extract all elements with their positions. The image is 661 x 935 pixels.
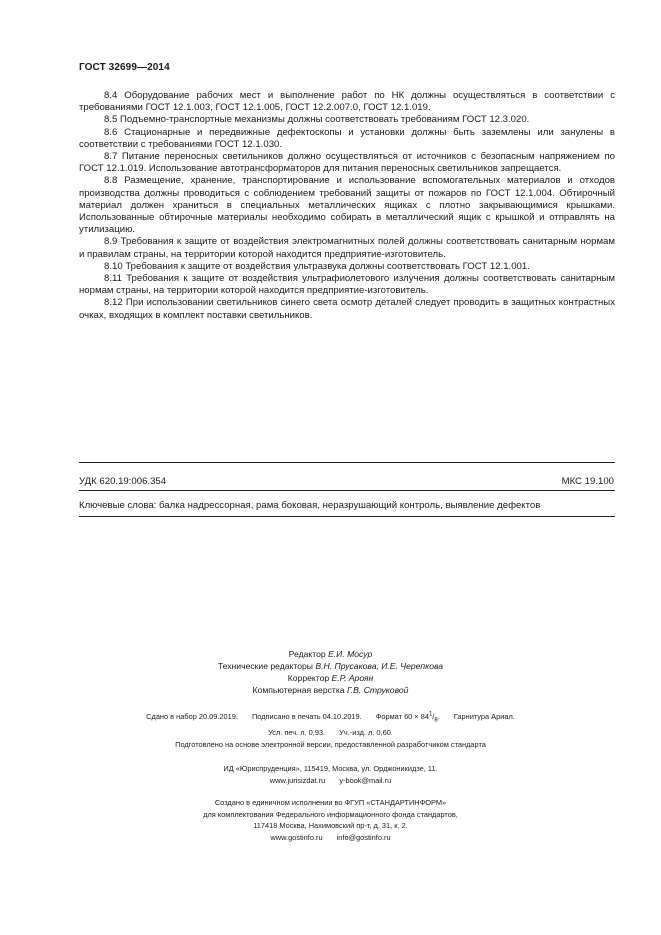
paragraph-8-10: 8.10 Требования к защите от воздействия ультразвука должны соответствовать ГОСТ 12.1.001. bbox=[104, 260, 530, 272]
udk-code: УДК 620.19:006.354 bbox=[79, 476, 167, 487]
credit-corrector: Корректор Е.Р. Ароян bbox=[287, 673, 374, 683]
keywords-line: Ключевые слова: балка надрессорная, рама боковая, неразрушающий контроль, выявление дефектов bbox=[79, 500, 541, 511]
credit-tech-editors: Технические редакторы В.Н. Прусакова, И.Е. Черепкова bbox=[217, 661, 444, 671]
footer-top-rule bbox=[79, 462, 615, 463]
credits-block bbox=[0, 648, 661, 696]
credit-editor: Редактор Е.И. Мосур bbox=[288, 649, 373, 659]
publication-dates-row: Сдано в набор 20.09.2019. Подписано в печать 04.10.2019. Формат $60 \times 84^1/_8$. Гарнитура Ариал. bbox=[146, 712, 515, 724]
credit-layout: Компьютерная верстка Г.В. Струковой bbox=[252, 685, 409, 695]
publication-sheets-row: Усл. печ. л. 0,93. Уч.-изд. л. 0,60. bbox=[268, 728, 393, 738]
section-8-body bbox=[79, 90, 615, 322]
gostinfo-email-link[interactable]: info@gostinfo.ru bbox=[336, 832, 391, 842]
paragraph-8-6: 8.6 Стационарные и передвижные дефектоскопы и установки должны быть заземлены или занулены в соответствии с требованиями ГОСТ 12.1.030. bbox=[79, 126, 615, 150]
paragraph-8-7: 8.7 Питание переносных светильников должно осуществляться от источников с безопасным напряжением по ГОСТ 12.1.019. Использование автотрансформаторов для питания переносных светильников запрещается. bbox=[79, 151, 615, 175]
publication-details bbox=[0, 710, 661, 739]
footer-middle-rule bbox=[79, 490, 615, 491]
publisher-email-link[interactable]: y-book@mail.ru bbox=[339, 775, 392, 785]
publisher-website-link[interactable]: www.jurisizdat.ru bbox=[269, 775, 326, 785]
publisher-block: ИД «Юриспруденция», 115419, Москва, ул. Орджоникидзе, 11. www.jurisizdat.ru y-book@mail.ru bbox=[223, 764, 438, 785]
format-info: Формат $60 \times 84^1/_8$. bbox=[375, 712, 440, 724]
paragraph-8-9: 8.9 Требования к защите от воздействия электромагнитных полей должны соответствовать санитарным нормам и правилам страны, на территории которой находится предприятие-изготовитель. bbox=[79, 236, 615, 260]
paragraph-8-5: 8.5 Подъемно-транспортные механизмы должны соответствовать требованиям ГОСТ 12.3.020. bbox=[104, 114, 530, 126]
paragraph-8-8: 8.8 Размещение, хранение, транспортирование и использование вспомогательных материалов и отходов производства должны проводиться с соблюдением требований защиты от пожаров по ГОСТ 12.1.004. Обтирочный материал должен храниться в специальных металлических ящиках с плотно закрывающимися крышками. Использованные обтирочные материалы необходимо собирать в металлический ящик с крышкой и отправлять на утилизацию. bbox=[79, 175, 615, 236]
gostinfo-website-link[interactable]: www.gostinfo.ru bbox=[270, 832, 323, 842]
paragraph-8-4: 8.4 Оборудование рабочих мест и выполнение работ по НК должны осуществляться в соответствии с требованиями ГОСТ 12.1.003, ГОСТ 12.1.005, ГОСТ 12.2.007.0, ГОСТ 12.1.019. bbox=[79, 90, 615, 114]
footer-bottom-rule bbox=[79, 516, 615, 517]
mks-code: МКС 19.100 bbox=[561, 476, 614, 487]
creator-block: Создано в единичном исполнении во ФГУП «СТАНДАРТИНФОРМ» для комплектования Федерального информационного фонда стандартов, 117418 Москва, Нахимовский пр-т, д. 31, к. 2. www.gostinfo.ru info@gostinfo.ru bbox=[203, 798, 458, 842]
paragraph-8-12: 8.12 При использовании светильников синего света осмотр деталей следует проводить в защитных контрастных очках, входящих в комплект поставки светильников. bbox=[79, 297, 615, 321]
prepared-note: Подготовлено на основе электронной версии, предоставленной разработчиком стандарта bbox=[175, 740, 486, 749]
paragraph-8-11: 8.11 Требования к защите от воздействия ультрафиолетового излучения должны соответствовать санитарным нормам страны, на территории которой находится предприятие-изготовитель. bbox=[79, 273, 615, 297]
page-header: ГОСТ 32699—2014 bbox=[79, 62, 170, 73]
